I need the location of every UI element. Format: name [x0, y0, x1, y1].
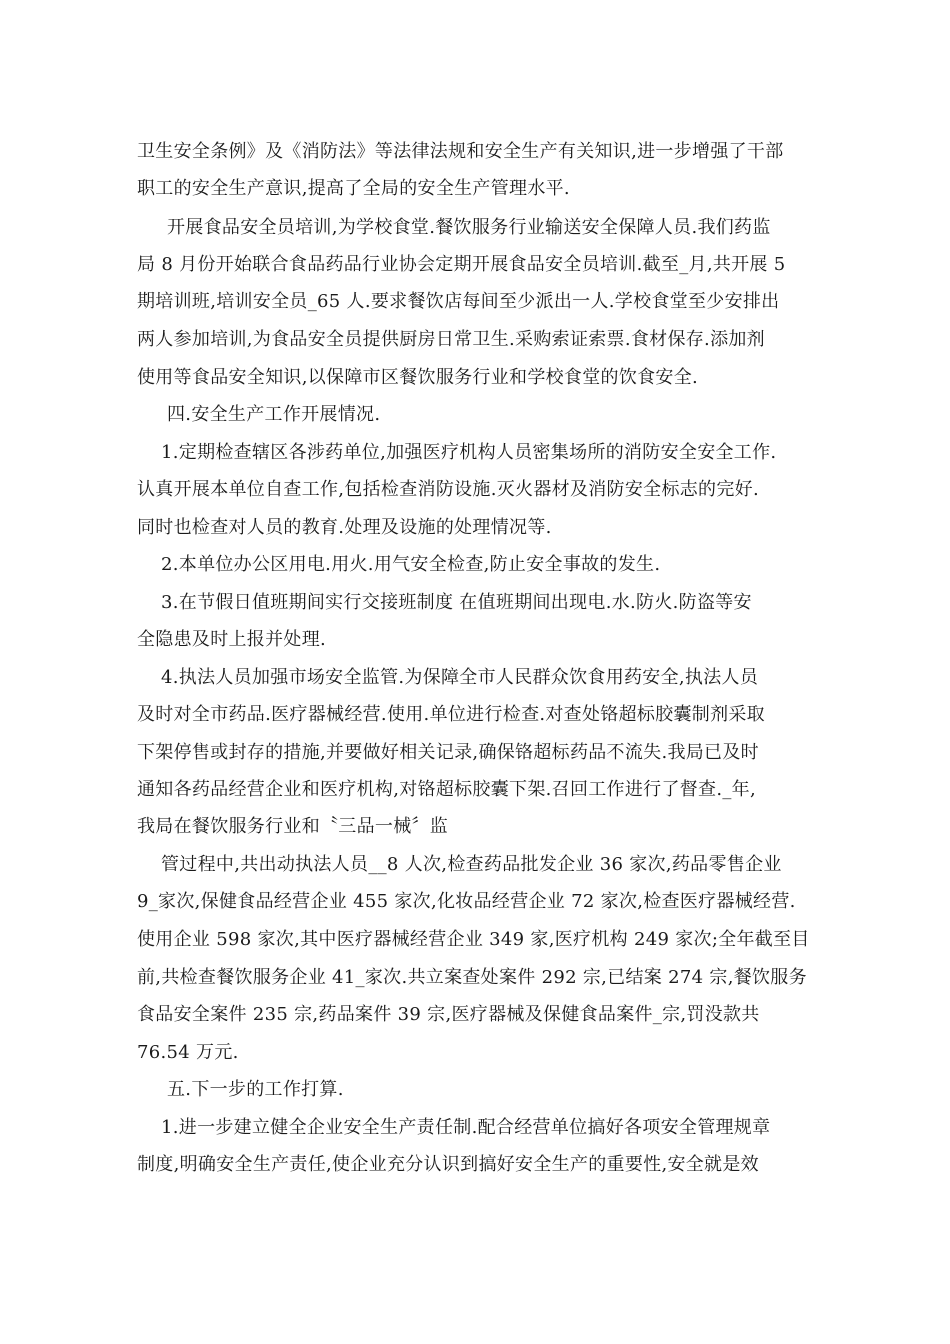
- text-line: 1.定期检查辖区各涉药单位,加强医疗机构人员密集场所的消防安全安全工作.: [161, 442, 777, 463]
- text-line: 使用等食品安全知识,以保障市区餐饮服务行业和学校食堂的饮食安全.: [137, 367, 699, 388]
- text-line: 制度,明确安全生产责任,使企业充分认识到搞好安全生产的重要性,安全就是效: [137, 1154, 759, 1175]
- text-line: 通知各药品经营企业和医疗机构,对铬超标胶囊下架.召回工作进行了督查._年,: [137, 779, 756, 800]
- text-line: 两人参加培训,为食品安全员提供厨房日常卫生.采购索证索票.食材保存.添加剂: [137, 329, 765, 350]
- text-line: 及时对全市药品.医疗器械经营.使用.单位进行检查.对查处铬超标胶囊制剂采取: [137, 704, 765, 725]
- text-line: 管过程中,共出动执法人员__8 人次,检查药品批发企业 36 家次,药品零售企业: [161, 854, 782, 875]
- text-line: 职工的安全生产意识,提高了全局的安全生产管理水平.: [137, 178, 570, 199]
- text-line: 卫生安全条例》及《消防法》等法律法规和安全生产有关知识,进一步增强了干部: [137, 141, 784, 162]
- text-line: 3.在节假日值班期间实行交接班制度 在值班期间出现电.水.防火.防盗等安: [161, 592, 752, 613]
- text-line: 认真开展本单位自查工作,包括检查消防设施.灭火器材及消防安全标志的完好.: [137, 479, 759, 500]
- text-line: 局 8 月份开始联合食品药品行业协会定期开展食品安全员培训.截至_月,共开展 5: [137, 254, 786, 275]
- text-line: 开展食品安全员培训,为学校食堂.餐饮服务行业输送安全保障人员.我们药监: [167, 217, 771, 238]
- text-line: 1.进一步建立健全企业安全生产责任制.配合经营单位搞好各项安全管理规章: [161, 1117, 771, 1138]
- text-line: 76.54 万元.: [137, 1042, 239, 1063]
- text-line: 期培训班,培训安全员_65 人.要求餐饮店每间至少派出一人.学校食堂至少安排出: [137, 291, 780, 312]
- text-line: 9_家次,保健食品经营企业 455 家次,化妆品经营企业 72 家次,检查医疗器械经营.: [137, 891, 796, 912]
- text-line: 下架停售或封存的措施,并要做好相关记录,确保铬超标药品不流失.我局已及时: [137, 742, 759, 763]
- section-heading: 五.下一步的工作打算.: [167, 1079, 344, 1100]
- text-line: 食品安全案件 235 宗,药品案件 39 宗,医疗器械及保健食品案件_宗,罚没款共: [137, 1004, 760, 1025]
- text-line: 前,共检查餐饮服务企业 41_家次.共立案查处案件 292 宗,已结案 274 宗,餐饮服务: [137, 967, 807, 988]
- text-line: 我局在餐饮服务行业和〝三品一械〞监: [137, 816, 449, 837]
- text-line: 使用企业 598 家次,其中医疗器械经营企业 349 家,医疗机构 249 家次;全年截至目: [137, 929, 810, 950]
- text-line: 全隐患及时上报并处理.: [137, 629, 327, 650]
- section-heading: 四.安全生产工作开展情况.: [167, 404, 381, 425]
- text-line: 同时也检查对人员的教育.处理及设施的处理情况等.: [137, 517, 552, 538]
- text-line: 4.执法人员加强市场安全监管.为保障全市人民群众饮食用药安全,执法人员: [161, 667, 759, 688]
- text-line: 2.本单位办公区用电.用火.用气安全检查,防止安全事故的发生.: [161, 554, 661, 575]
